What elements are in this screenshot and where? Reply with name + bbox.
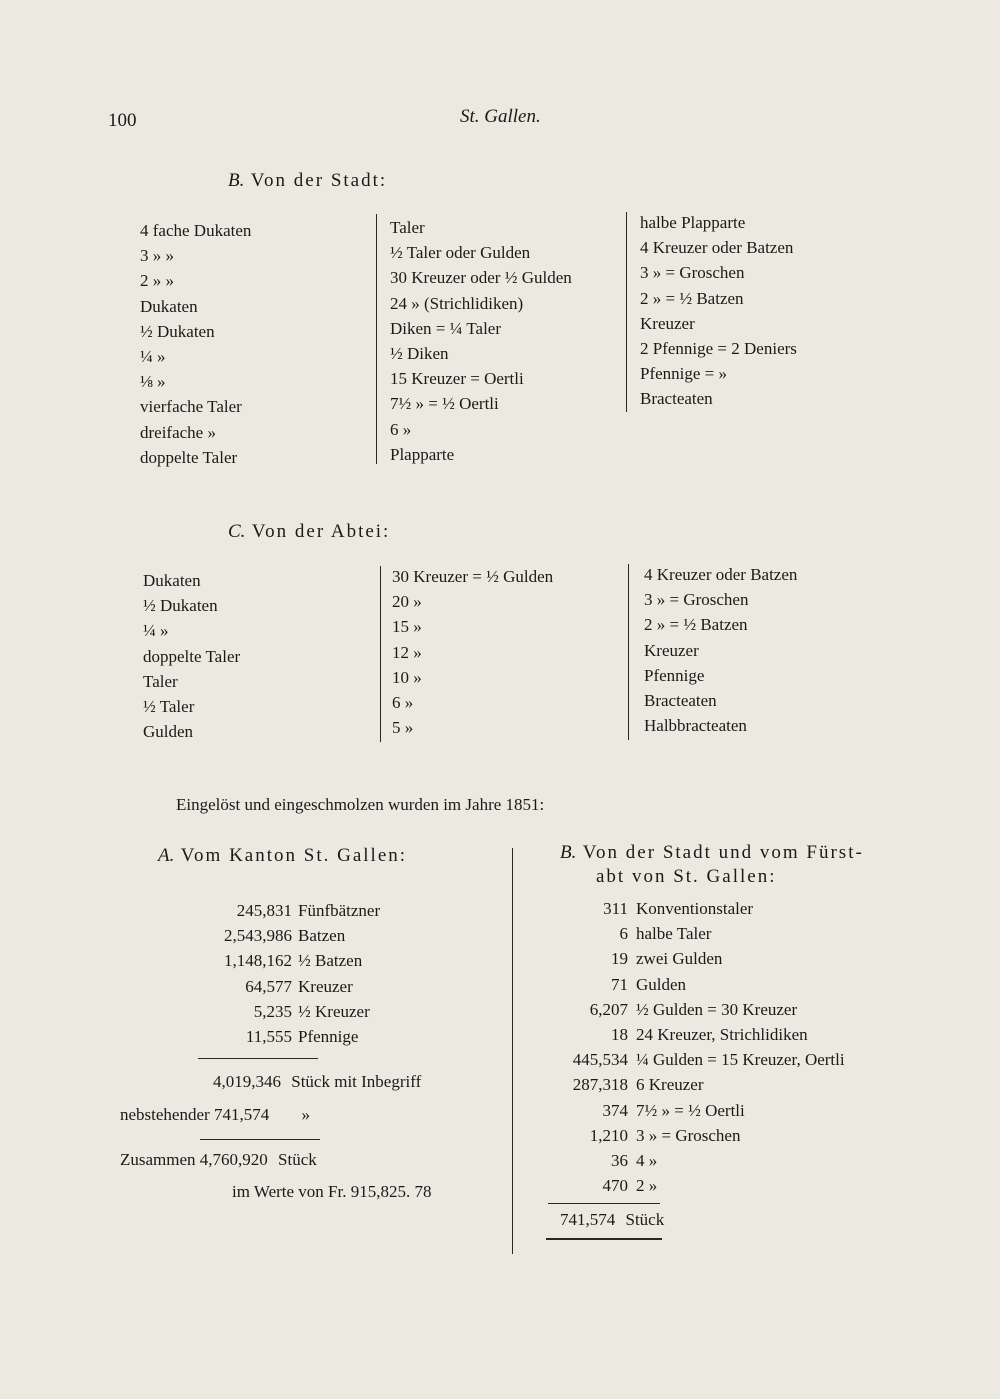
kanton-value: im Werte von Fr. 915,825. 78 [232,1182,432,1201]
list-item: ½ Taler oder Gulden [390,243,531,263]
count-value: 18 [611,1024,628,1044]
sum-rule [198,1058,318,1059]
melt-intro: Eingelöst und eingeschmolzen wurden im Jahre 1851: [176,795,545,814]
count-value: 19 [611,949,628,969]
section-abtei-heading: C. Von der Abtei: [228,521,391,542]
stadt-column-3 [640,210,797,412]
list-item: vierfache Taler [140,397,242,417]
list-item: 4 Kreuzer oder Batzen [644,565,798,584]
kanton-carry: nebstehender 741,574 » [120,1105,310,1124]
coin-label: zwei Gulden [636,949,723,969]
table-row [540,1047,845,1072]
stadt-fuerst-rows [540,896,845,1198]
list-item: 4 Kreuzer oder Batzen [640,238,794,258]
list-item: Dukaten [140,296,198,316]
table-row [152,974,380,999]
coin-label: 4 » [636,1150,658,1170]
list-item: Pfennige = » [640,364,728,384]
table-row [540,896,845,921]
list-item: 4 fache Dukaten [140,221,252,240]
list-item: 15 » [392,617,422,637]
stadt-fuerst-total: 741,574 Stück [560,1210,665,1229]
list-item: halbe Plapparte [640,213,746,232]
coin-label: Konventionstaler [636,899,754,918]
coin-label: Batzen [298,926,346,946]
list-item: 24 » (Strichlidiken) [390,293,524,313]
coin-label: halbe Taler [636,924,712,944]
list-item: Halbbracteaten [644,716,747,736]
column-divider [626,212,627,412]
count-value: 6,207 [589,999,628,1019]
kanton-subtotal: 4,019,346 Stück mit Inbegriff [213,1072,422,1091]
count-value: 36 [611,1150,628,1170]
table-row [540,1022,845,1047]
table-row [540,1072,845,1097]
column-divider [512,848,513,1254]
count-value: 1,148,162 [224,951,292,971]
list-item: 12 » [392,642,422,662]
kanton-total: Zusammen 4,760,920 Stück [120,1150,317,1169]
count-value: 71 [611,974,628,994]
count-value: 445,534 [572,1050,628,1070]
column-divider [380,566,381,742]
page-number: 100 [108,110,137,131]
list-item: 10 » [392,667,422,687]
coin-label: Gulden [636,974,687,994]
section-stadt-heading: B. Von der Stadt: [228,170,388,191]
table-row [540,1123,845,1148]
coin-label: Pfennige [298,1026,359,1046]
list-item: ⅛ » [140,372,166,392]
list-item: Pfennige [644,665,705,685]
count-value: 2,543,986 [224,926,292,946]
table-row [540,972,845,997]
section-stadt-fuerst-heading: B. Von der Stadt und vom Fürst- [560,842,864,863]
list-item: doppelte Taler [143,646,241,666]
coin-label: 6 Kreuzer [636,1075,704,1095]
list-item: ½ Taler [143,696,195,716]
list-item: Bracteaten [640,389,713,409]
coin-label: 3 » = Groschen [636,1125,741,1145]
count-value: 5,235 [253,1001,292,1021]
column-divider [628,564,629,740]
list-item: Taler [143,671,178,691]
list-item: Taler [390,218,425,237]
table-row [540,1148,845,1173]
coin-label: ½ Gulden = 30 Kreuzer [636,999,798,1019]
coin-label: 24 Kreuzer, Strichlidiken [636,1024,808,1044]
table-row [540,946,845,971]
count-value: 64,577 [245,976,292,996]
section-stadt-fuerst-heading-cont: abt von St. Gallen: [596,866,777,887]
kanton-rows [152,898,380,1049]
list-item: ½ Dukaten [140,321,215,341]
list-item: Kreuzer [644,640,699,660]
running-title: St. Gallen. [460,106,541,127]
list-item: 2 » » [140,271,174,291]
list-item: 3 » = Groschen [640,263,745,283]
coin-label: ½ Kreuzer [298,1001,370,1021]
list-item: dreifache » [140,422,216,442]
count-value: 11,555 [245,1026,292,1046]
abtei-column-2 [392,564,553,740]
table-row [152,898,380,923]
column-divider [376,214,377,464]
count-value: 6 [619,924,628,944]
stadt-column-1 [140,218,251,470]
abtei-column-1 [143,568,240,744]
list-item: ¼ » [140,346,166,366]
list-item: doppelte Taler [140,447,238,467]
table-row [152,999,380,1024]
section-kanton-heading: A. Vom Kanton St. Gallen: [158,845,408,866]
count-value: 470 [602,1176,628,1196]
table-row [540,1173,845,1198]
list-item: ½ Dukaten [143,596,218,616]
table-row [152,923,380,948]
coin-label: 2 » [636,1176,658,1196]
list-item: 30 Kreuzer = ½ Gulden [392,567,554,586]
count-value: 287,318 [572,1075,628,1095]
list-item: 2 » = ½ Batzen [644,615,748,635]
list-item: 2 Pfennige = 2 Deniers [640,338,797,358]
count-value: 1,210 [589,1125,628,1145]
coin-label: 7½ » = ½ Oertli [636,1100,745,1120]
abtei-column-3 [644,562,797,738]
coin-label: ½ Batzen [298,951,363,971]
list-item: Kreuzer [640,313,695,333]
coin-label: Kreuzer [298,976,353,996]
count-value: 374 [602,1100,628,1120]
coin-label: Fünfbätzner [298,901,381,920]
list-item: 3 » = Groschen [644,590,749,610]
table-row [540,921,845,946]
count-value: 245,831 [236,901,292,920]
list-item: 5 » [392,718,414,738]
list-item: ¼ » [143,621,169,641]
coin-label: ¼ Gulden = 15 Kreuzer, Oertli [636,1050,845,1070]
table-row [152,948,380,973]
table-row [540,997,845,1022]
list-item: Bracteaten [644,690,717,710]
list-item: Plapparte [390,444,455,464]
list-item: 30 Kreuzer oder ½ Gulden [390,268,572,288]
list-item: Dukaten [143,571,201,590]
list-item: Diken = ¼ Taler [390,318,501,338]
list-item: 6 » [392,692,414,712]
list-item: 7½ » = ½ Oertli [390,394,499,414]
list-item: 15 Kreuzer = Oertli [390,369,524,389]
list-item: 3 » » [140,246,174,266]
list-item: 6 » [390,419,412,439]
table-row [152,1024,380,1049]
sum-rule [548,1203,660,1204]
list-item: Gulden [143,722,194,742]
sum-rule [200,1139,320,1140]
list-item: 2 » = ½ Batzen [640,288,744,308]
count-value: 311 [603,899,628,918]
total-underline [546,1238,662,1240]
table-row [540,1098,845,1123]
stadt-column-2 [390,215,572,467]
list-item: 20 » [392,592,422,612]
list-item: ½ Diken [390,343,449,363]
